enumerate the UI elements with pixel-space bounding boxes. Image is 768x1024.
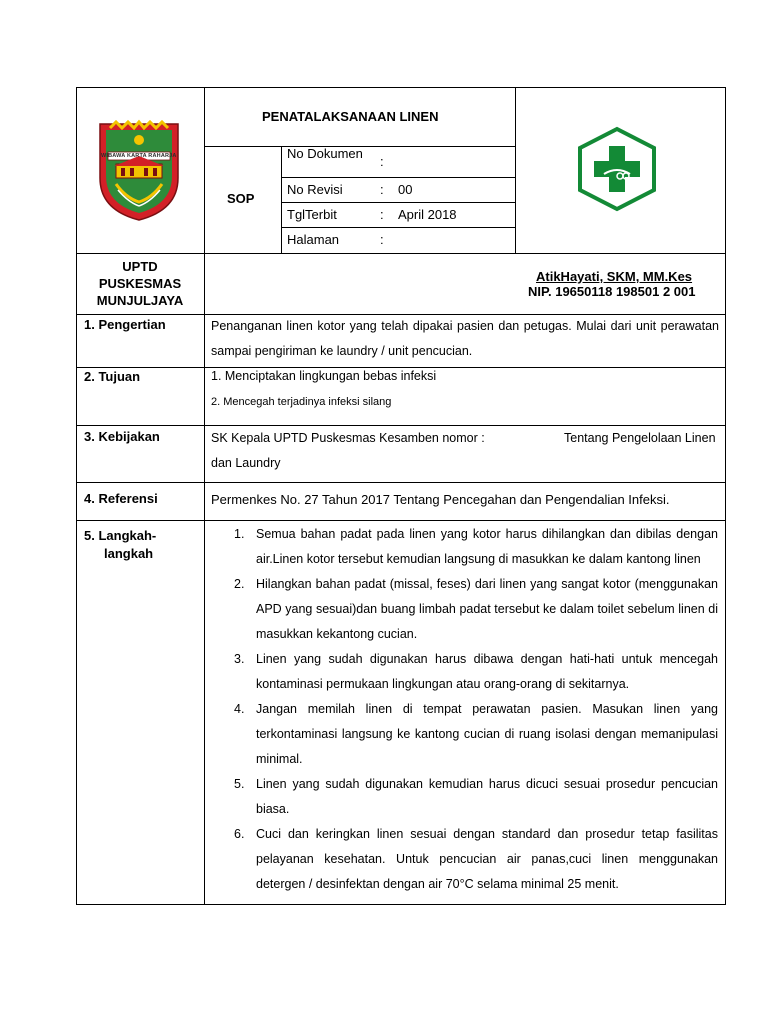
step-number: 5.	[234, 777, 245, 791]
meta-sep-tgl-terbit: :	[380, 207, 384, 222]
step-item	[212, 572, 718, 647]
meta-label-tgl-terbit: TglTerbit	[287, 207, 337, 222]
meta-label-no-revisi: No Revisi	[287, 182, 343, 197]
column-divider-right	[515, 87, 516, 253]
puskesmas-logo	[576, 126, 658, 212]
step-number: 3.	[234, 652, 245, 666]
column-divider-left	[204, 87, 205, 905]
referensi-text: Permenkes No. 27 Tahun 2017 Tentang Pencegahan dan Pengendalian Infeksi.	[211, 492, 670, 507]
section-label-langkah-1: 5. Langkah-	[84, 528, 157, 543]
signer-nip: NIP. 19650118 198501 2 001	[528, 284, 696, 299]
tujuan-item-1: 1. Menciptakan lingkungan bebas infeksi	[211, 369, 437, 383]
step-item	[212, 772, 718, 822]
meta-label-divider	[281, 146, 282, 253]
meta-value-tgl-terbit: April 2018	[398, 207, 457, 222]
section-label-referensi: 4. Referensi	[84, 491, 158, 506]
step-number: 6.	[234, 827, 245, 841]
step-item	[212, 697, 718, 772]
org-line-1: UPTD	[122, 259, 158, 274]
signer-name: AtikHayati, SKM, MM.Kes	[536, 269, 693, 284]
pengertian-text: Penanganan linen kotor yang telah dipakai pasien dan petugas. Mulai dari unit perawatan sampai pengiriman ke laundry / unit pencucian.	[211, 319, 719, 358]
meta-value-no-revisi: 00	[398, 182, 413, 197]
meta-row-divider-3	[281, 227, 515, 228]
sop-label: SOP	[227, 191, 255, 206]
step-text: Semua bahan padat pada linen yang kotor harus dihilangkan dan dibilas dengan air.Linen kotor tersebut kemudian langsung di masukkan ke dalam kantong linen	[256, 527, 718, 566]
step-text: Linen yang sudah digunakan kemudian harus dicuci sesuai prosedur pencucian biasa.	[256, 777, 718, 816]
step-text: Cuci dan keringkan linen sesuai dengan standard dan prosedur tetap fasilitas pelayanan kesehatan. Untuk pencucian air panas,cuci linen menggunakan detergen / desinfektan dengan air 70°C selama minimal 25 menit.	[256, 827, 718, 891]
step-item	[212, 522, 718, 572]
meta-row-divider-2	[281, 202, 515, 203]
meta-sep-no-dokumen: :	[380, 154, 384, 169]
section-label-kebijakan: 3. Kebijakan	[84, 429, 160, 444]
meta-sep-halaman: :	[380, 232, 384, 247]
referensi-row-divider	[76, 520, 726, 521]
step-item	[212, 647, 718, 697]
section-label-pengertian: 1. Pengertian	[84, 317, 166, 332]
org-line-2: PUSKESMAS	[98, 276, 182, 291]
step-number: 1.	[234, 527, 245, 541]
org-line-3: MUNJULJAYA	[96, 293, 184, 308]
step-number: 4.	[234, 702, 245, 716]
section-label-langkah-2: langkah	[104, 546, 154, 561]
step-text: Jangan memilah linen di tempat perawatan pasien. Masukan linen yang terkontaminasi langsung ke kantong cucian di ruang isolasi dengan memanipulasi minimal.	[256, 702, 718, 766]
kebijakan-text-c: dan Laundry	[211, 456, 281, 470]
document-title: PENATALAKSANAAN LINEN	[262, 109, 439, 124]
kebijakan-text-a: SK Kepala UPTD Puskesmas Kesamben nomor :	[211, 431, 485, 445]
header-row-divider	[76, 253, 726, 254]
step-number: 2.	[234, 577, 245, 591]
regency-shield-logo	[96, 118, 182, 222]
tujuan-item-2: 2. Mencegah terjadinya infeksi silang	[211, 396, 392, 408]
pengertian-row-divider	[76, 367, 726, 368]
meta-label-halaman: Halaman	[287, 232, 340, 247]
meta-sep-no-revisi: :	[380, 182, 384, 197]
meta-row-divider-1	[281, 177, 515, 178]
logo-banner-text: WIBAWA KARTA RAHARJA	[101, 153, 177, 159]
section-label-tujuan: 2. Tujuan	[84, 369, 141, 384]
langkah-steps-list	[212, 522, 718, 897]
step-item	[212, 822, 718, 897]
step-text: Hilangkan bahan padat (missal, feses) dari linen yang sangat kotor (menggunakan APD yang sesuai)dan buang limbah padat tersebut ke dalam toilet sebelum linen di masukkan kekantong cucian.	[256, 577, 718, 641]
kebijakan-text-b: Tentang Pengelolaan Linen	[564, 431, 716, 445]
tujuan-row-divider	[76, 425, 726, 426]
kebijakan-row-divider	[76, 482, 726, 483]
meta-label-no-dokumen: No Dokumen	[287, 146, 363, 161]
organization-name	[76, 258, 204, 309]
step-text: Linen yang sudah digunakan harus dibawa dengan hati-hati untuk mencegah kontaminasi permukaan lingkungan atau orang-orang di sekitarnya.	[256, 652, 718, 691]
